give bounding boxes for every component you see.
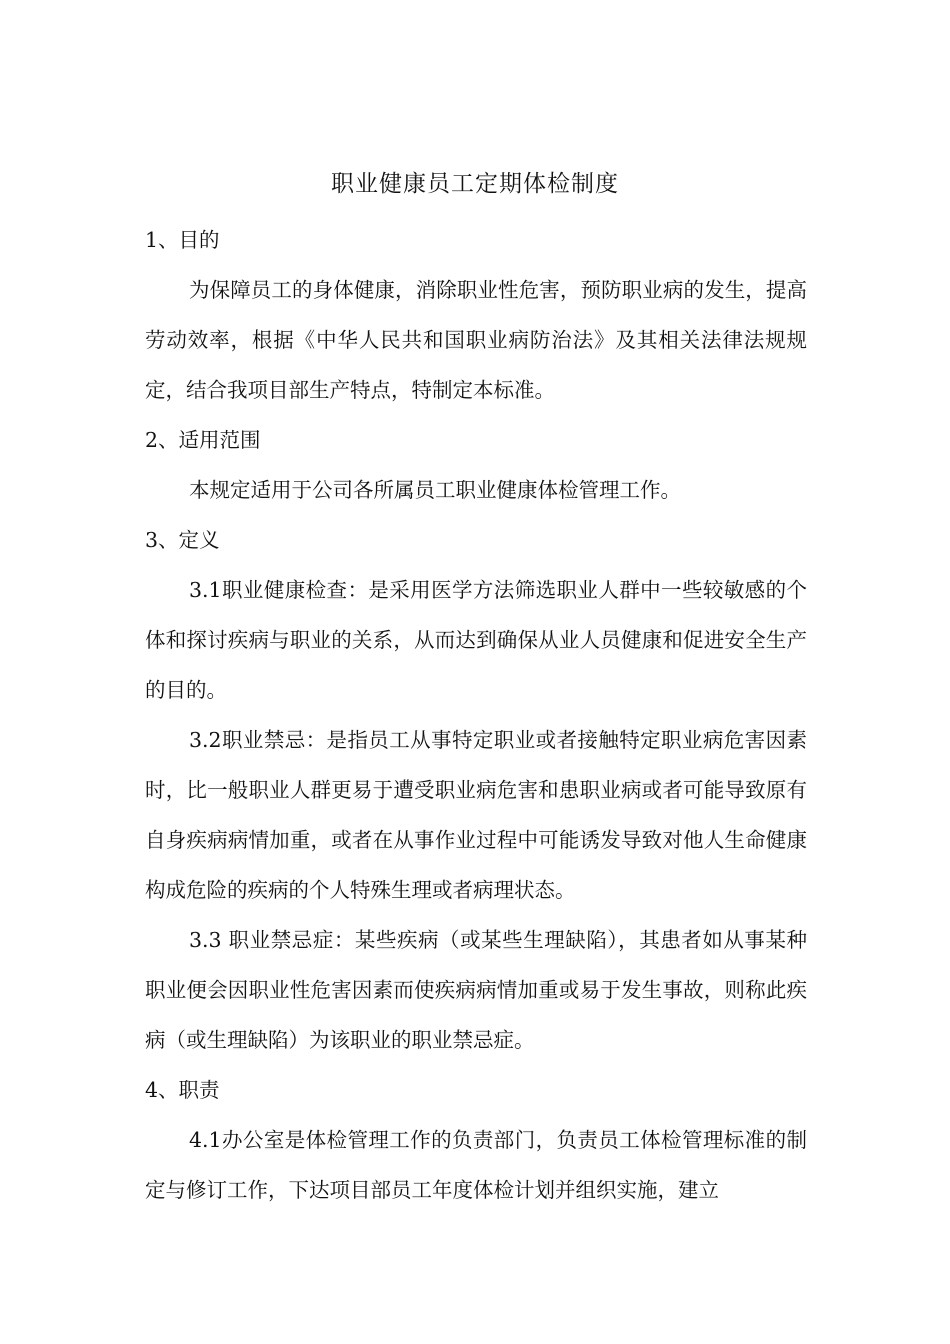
section-3-1-paragraph: 3.1职业健康检查：是采用医学方法筛选职业人群中一些较敏感的个体和探讨疾病与职业的关系，从而达到确保从业人员健康和促进安全生产的目的。 — [145, 578, 807, 702]
section-3-2-paragraph: 3.2职业禁忌：是指员工从事特定职业或者接触特定职业病危害因素时，比一般职业人群更易于遭受职业病危害和患职业病或者可能导致原有自身疾病病情加重，或者在从事作业过程中可能诱发导致对他人生命健康构成危险的疾病的个人特殊生理或者病理状态。 — [145, 728, 807, 902]
section-3-heading: 3、定义 — [145, 528, 220, 552]
section-2-paragraph: 本规定适用于公司各所属员工职业健康体检管理工作。 — [189, 478, 681, 502]
section-1-paragraph: 为保障员工的身体健康，消除职业性危害，预防职业病的发生，提高劳动效率，根据《中华人民共和国职业病防治法》及其相关法律法规规定，结合我项目部生产特点，特制定本标准。 — [145, 278, 807, 402]
section-3-3-paragraph: 3.3 职业禁忌症：某些疾病（或某些生理缺陷），其患者如从事某种职业便会因职业性危害因素而使疾病病情加重或易于发生事故，则称此疾病（或生理缺陷）为该职业的职业禁忌症。 — [145, 928, 807, 1052]
section-1-heading: 1、目的 — [145, 228, 220, 252]
section-2-heading: 2、适用范围 — [145, 428, 261, 452]
document-title: 职业健康员工定期体检制度 — [331, 171, 619, 197]
section-4-1-paragraph: 4.1办公室是体检管理工作的负责部门，负责员工体检管理标准的制定与修订工作，下达项目部员工年度体检计划并组织实施，建立 — [145, 1128, 807, 1202]
document-body — [145, 215, 807, 1215]
section-4-heading: 4、职责 — [145, 1078, 220, 1102]
